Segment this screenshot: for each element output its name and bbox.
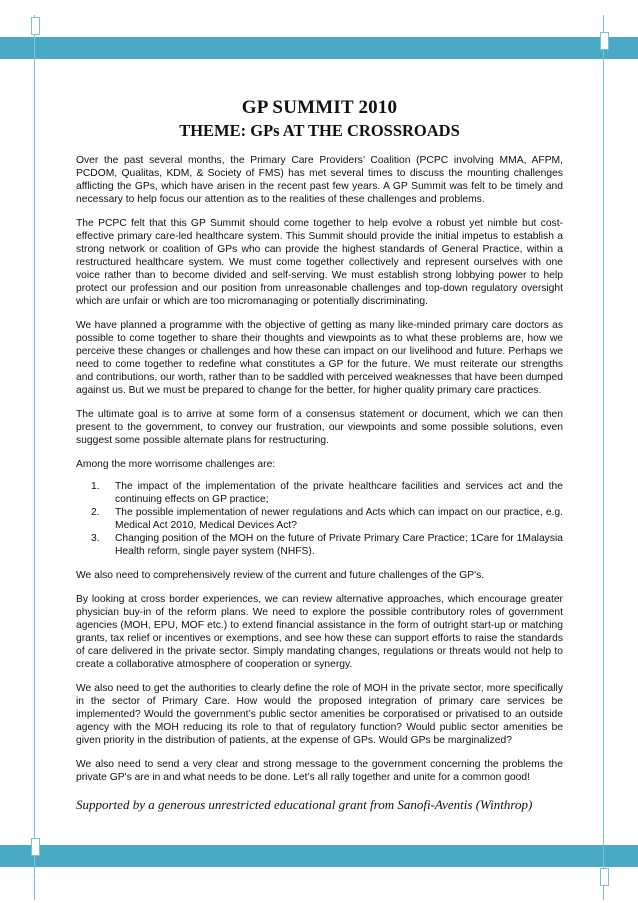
sponsor-note: Supported by a generous unrestricted educational grant from Sanofi-Aventis (Winthrop) [76,797,533,812]
list-item [91,480,563,506]
frame-corner-tab [600,32,609,50]
top-decorative-band [0,37,638,59]
paragraph-message: We also need to send a very clear and strong message to the government concerning the problems the private GP's are in and what needs to be done. Let’s all rally together and unite for a common good! [76,759,563,783]
paragraph-cross-border: By looking at cross border experiences, we can review alternative approaches, which encourage greater physician buy-in of the reform plans. We need to explore the possible contributory roles of government agencies (MOH, EPU, MOF etc.) to extend financial assistance in the form of outright start-up or matching grants, tax relief or incentives or exemptions, and see how these can support efforts to raise the standards of care delivered in the private sector. Simply mandating changes, regulations or threats would not help to create a collaborative atmosphere of cooperation or synergy. [76,594,563,670]
left-frame-line [34,15,35,900]
paragraph-moh-role: We also need to get the authorities to clearly define the role of MOH in the private sector, more specifically in the sector of Primary Care. How would the proposed integration of primary care services be implemented? Would the government’s public sector amenities be corporatised or privatised to an outside agency with the MOH reducing its role to that of regulatory function? Would public sector amenities be given priority in the distribution of patients, at the expense of GPs. Would GPs be marginalized? [76,683,563,746]
frame-corner-tab [31,838,40,856]
right-frame-line [603,15,604,900]
list-item-text: The possible implementation of newer regulations and Acts which can impact on our practice, e.g. Medical Act 2010, Medical Devices Act? [115,507,563,531]
bottom-decorative-band [0,845,638,867]
challenges-list [76,480,563,558]
paragraph-pcpc: The PCPC felt that this GP Summit should come together to help evolve a robust yet nimble but cost-effective primary care-led healthcare system. This Summit should provide the initial impetus to establish a strong network or coalition of GPs who can provide the highest standards of General Practice, within a restructured healthcare system. We must come together collectively and represent ourselves with one voice rather than to become divided and self-serving. We must establish strong lobbying power to help protect our profession and our position from unreasonable challenges and top-down regulatory oversight which are unfair or which are too micromanaging or potentially discriminating. [76,218,563,307]
paragraph-challenges-lead: Among the more worrisome challenges are: [76,459,276,470]
list-item-number: 2. [91,507,100,518]
list-item-text: The impact of the implementation of the private healthcare facilities and services act and the continuing effects on GP practice; [115,481,563,505]
list-item-number: 3. [91,533,100,544]
document-body [76,97,563,813]
paragraph-programme: We have planned a programme with the objective of getting as many like-minded primary care doctors as possible to come together to share their thoughts and viewpoints as to what these problems are, how we perceive these changes or challenges and how these can impact on our livelihood and future. Perhaps we need to come together to redefine what constitutes a GP for the future. We must reiterate our strengths and contributions, our worth, rather than to be saddled with perceived weaknesses that have been dumped against us. But we must be prepared to change for the better, for higher quality primary care practices. [76,320,563,396]
list-item [91,532,563,558]
frame-corner-tab [600,868,609,886]
list-item [91,506,563,532]
paragraph-review: We also need to comprehensively review of the current and future challenges of the GP's. [76,570,485,581]
list-item-text: Changing position of the MOH on the future of Private Primary Care Practice; 1Care for 1Malaysia Health reform, single payer system (NHFS). [115,533,563,557]
paragraph-goal: The ultimate goal is to arrive at some form of a consensus statement or document, which we can then present to the government, to convey our frustration, our viewpoints and some possible solutions, even suggest some possible alternate plans for restructuring. [76,409,563,446]
list-item-number: 1. [91,481,100,492]
document-title: GP SUMMIT 2010 [241,97,398,118]
paragraph-intro: Over the past several months, the Primary Care Providers’ Coalition (PCPC involving MMA, AFPM, PCDOM, Qualitas, KDM, & Society of FMS) has met several times to discuss the mounting challenges afflicting the GPs, which have arisen in the recent past few years. A GP Summit was felt to be timely and necessary to help focus our attention as to the realities of these challenges and problems. [76,155,563,205]
frame-corner-tab [31,17,40,35]
document-theme: THEME: GPs AT THE CROSSROADS [179,121,460,140]
